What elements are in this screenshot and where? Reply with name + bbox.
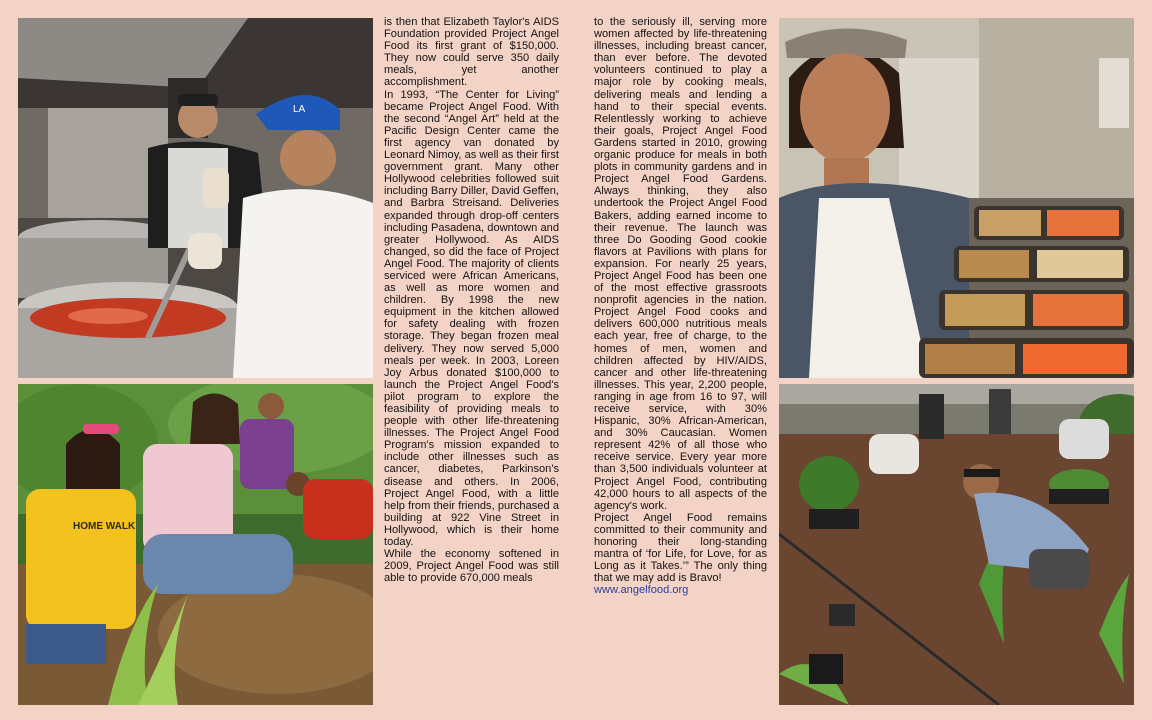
kitchen-volunteers-photo bbox=[18, 18, 373, 378]
garden-women-photo bbox=[18, 384, 373, 705]
tshirt-text: HOME WALK bbox=[73, 521, 136, 532]
article-paragraph: Project Angel Food remains committed to their community and honoring their long-standing mantra of ‘for Life, for Love, for as Long as it Takes.’” The only thing that we may add is Bravo! bbox=[594, 511, 767, 585]
article-column-2 bbox=[594, 16, 767, 597]
garden-volunteers-photo bbox=[779, 384, 1134, 705]
website-link[interactable]: www.angelfood.org bbox=[594, 584, 689, 597]
meal-trays-photo bbox=[779, 18, 1134, 378]
cap-logo-text: LA bbox=[293, 104, 306, 115]
article-paragraph: is then that Elizabeth Taylor's AIDS Foundation provided Project Angel Food its first grant of $150,000. They now could serve 350 daily meals, yet another accomplishment. bbox=[384, 16, 559, 89]
article-column-1 bbox=[384, 16, 559, 584]
article-paragraph: to the seriously ill, serving more women affected by life-threatening illnesses, including breast cancer, than ever before. The devoted volunteers continued to play a major role by cooking meals, delivering meals and lending a hand to their special events. Relentlessly working to achieve their goals, Project Angel Food Gardens started in 2010, growing organic produce for meals in both plots in community gardens and in Project Angel Food Gardens. Always thinking, they also undertook the Project Angel Food Bakers, adding earned income to their revenue. The launch was three Do Gooding Good cookie flavors at Pavilions with plans for expansion. For nearly 25 years, Project Angel Food has been one of the most effective grassroots nonprofit agencies in the nation. Project Angel Food cooks and delivers 600,000 nutritious meals each year, free of charge, to the homes of men, women and children affected by HIV/AIDS, cancer and other life-threatening illnesses. This year, 2,200 people, ranging in age from 16 to 97, will receive service, with 30% Hispanic, 30% African-American, and 30% Caucasian. Women represent 42% of all those who receive service. Every year more than 3,500 individuals volunteer at Project Angel Food, contributing 42,000 hours to all aspects of the agency's work. bbox=[594, 16, 767, 512]
article-paragraph: In 1993, “The Center for Living” became Project Angel Food. With the second “Angel Art” held at the Pacific Design Center came the first agency van donated by Leonard Nimoy, as well as their first government grant. Many other Hollywood celebrities followed suit including Barry Diller, David Geffen, and Barbra Streisand. Deliveries expanded through drop-off centers including Pasadena, downtown and greater Hollywood. As AIDS changed, so did the face of Project Angel Food. The majority of clients serviced were African Americans, as well as more women and children. By 1998 the new equipment in the kitchen allowed for safety dealing with frozen storage. They began frozen meal delivery. They now served 5,000 meals per week. In 2003, Loreen Joy Arbus donated $100,000 to launch the Project Angel Food's pilot program to explore the feasibility of providing meals to people with other life-threatening illnesses. The Project Angel Food Program's mission expanded to include other illnesses such as cancer, diabetes, Parkinson's disease and others. In 2006, Project Angel Food, with a little help from their friends, purchased a building at 922 Vine Street in Hollywood, which is their home today. bbox=[384, 88, 559, 549]
article-paragraph: While the economy softened in 2009, Project Angel Food was still able to provide 670,000 meals bbox=[384, 548, 559, 585]
